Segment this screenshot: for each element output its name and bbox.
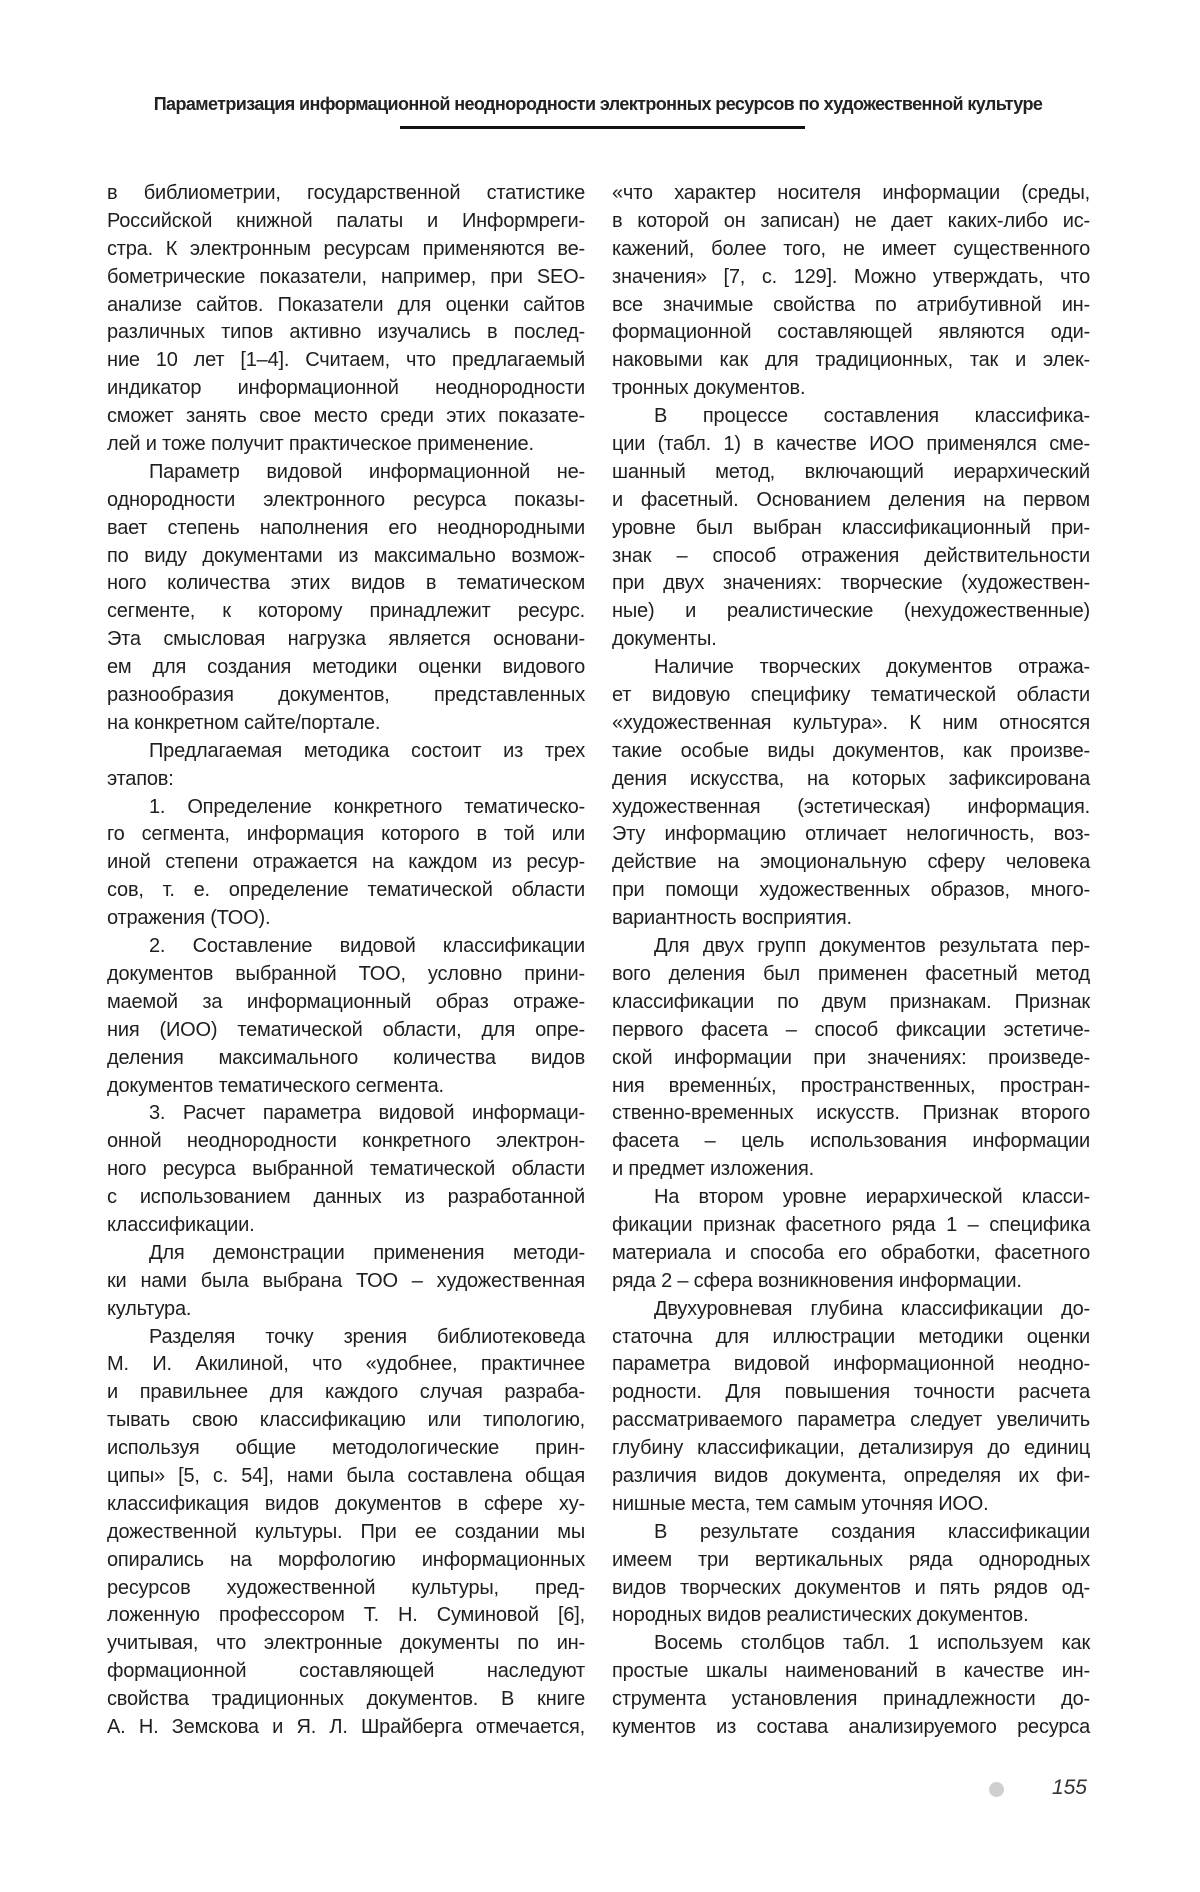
text-line: свойства традиционных документов. В книге	[107, 1688, 585, 1711]
text-line: ложенную профессором Т. Н. Суминовой [6],	[107, 1604, 585, 1627]
text-line: сможет занять свое место среди этих показате-	[107, 405, 585, 428]
text-line: вает степень наполнения его неоднородными	[107, 516, 585, 539]
left-column	[107, 180, 585, 1742]
text-line: Разделяя точку зрения библиотековеда	[149, 1325, 585, 1348]
paragraph	[107, 933, 585, 1100]
text-line: кажений, более того, не имеет существенного	[612, 237, 1090, 260]
text-line: отражения (ТОО).	[107, 907, 271, 930]
text-line: используя общие методологические прин-	[107, 1437, 585, 1460]
text-line: имеем три вертикальных ряда однородных	[612, 1548, 1090, 1571]
text-line: нородных видов реалистических документов.	[612, 1604, 1029, 1627]
text-line: значения» [7, с. 129]. Можно утверждать, что	[612, 265, 1090, 288]
text-line: тронных документов.	[612, 377, 806, 400]
paragraph	[107, 1240, 585, 1324]
text-line: фикации признак фасетного ряда 1 – специфика	[612, 1213, 1090, 1236]
text-line: анализе сайтов. Показатели для оценки сайтов	[107, 293, 585, 316]
paragraph	[612, 1630, 1090, 1742]
text-line: В процессе составления классифика-	[654, 405, 1090, 428]
text-line: На втором уровне иерархической класси-	[654, 1186, 1090, 1209]
text-line: формационной составляющей являются оди-	[612, 321, 1090, 344]
paragraph	[612, 654, 1090, 933]
text-line: ние 10 лет [1–4]. Считаем, что предлагаемый	[107, 349, 585, 372]
paragraph	[107, 180, 585, 459]
text-line: документы.	[612, 628, 717, 651]
text-line: ки нами была выбрана ТОО – художественная	[107, 1269, 585, 1292]
paragraph	[107, 459, 585, 738]
text-line: классификации по двум признакам. Признак	[612, 990, 1090, 1013]
paragraph	[612, 180, 1090, 403]
text-line: Для демонстрации применения методи-	[149, 1241, 585, 1264]
text-line: дожественной культуры. При ее создании мы	[107, 1520, 585, 1543]
text-line: нишные места, тем самым уточняя ИОО.	[612, 1492, 989, 1515]
text-line: и предмет изложения.	[612, 1158, 814, 1181]
paragraph	[612, 403, 1090, 654]
text-line: такие особые виды документов, как произве-	[612, 739, 1090, 762]
page-dot-icon	[989, 1782, 1004, 1797]
text-line: ряда 2 – сфера возникновения информации.	[612, 1269, 1022, 1292]
text-line: бометрические показатели, например, при SEO-	[107, 265, 585, 288]
text-line: и правильнее для каждого случая разраба-	[107, 1381, 585, 1404]
text-line: при двух значениях: творческие (художествен-	[612, 572, 1090, 595]
text-line: ской информации при значениях: произведе-	[612, 1046, 1090, 1069]
paragraph	[107, 738, 585, 794]
paragraph	[612, 1519, 1090, 1631]
text-line: различия видов документа, определяя их фи-	[612, 1464, 1090, 1487]
text-line: А. Н. Земскова и Я. Л. Шрайберга отмечается,	[107, 1715, 585, 1738]
text-line: художественная (эстетическая) информация.	[612, 795, 1090, 818]
text-line: ного ресурса выбранной тематической области	[107, 1158, 585, 1181]
text-line: учитывая, что электронные документы по ин-	[107, 1632, 585, 1655]
text-line: по виду документами из максимально возмож-	[107, 544, 585, 567]
text-line: статочна для иллюстрации методики оценки	[612, 1325, 1090, 1348]
text-line: простые шкалы наименований в качестве ин-	[612, 1660, 1090, 1683]
paragraph	[107, 1100, 585, 1239]
text-line: различных типов активно изучались в послед-	[107, 321, 585, 344]
text-line: рассматриваемого параметра следует увеличить	[612, 1409, 1090, 1432]
text-line: 1. Определение конкретного тематическо-	[149, 795, 585, 818]
text-line: все значимые свойства по атрибутивной ин-	[612, 293, 1090, 316]
text-line: ния временны́х, пространственных, простран-	[612, 1074, 1090, 1097]
text-line: ции (табл. 1) в качестве ИОО применялся сме-	[612, 433, 1090, 456]
text-line: стра. К электронным ресурсам применяются ве-	[107, 237, 585, 260]
text-line: Наличие творческих документов отража-	[654, 656, 1090, 679]
text-line: родности. Для повышения точности расчета	[612, 1381, 1090, 1404]
text-line: и фасетный. Основанием деления на первом	[612, 488, 1090, 511]
text-line: опирались на морфологию информационных	[107, 1548, 585, 1571]
text-line: документов выбранной ТОО, условно прини-	[107, 962, 585, 985]
text-line: лей и тоже получит практическое применение.	[107, 433, 534, 456]
text-line: в которой он записан) не дает каких-либо ис-	[612, 209, 1090, 232]
text-line: кументов из состава анализируемого ресурса	[612, 1715, 1090, 1738]
text-line: тывать свою классификацию или типологию,	[107, 1409, 585, 1432]
text-line: 2. Составление видовой классификации	[149, 935, 585, 958]
text-line: формационной составляющей наследуют	[107, 1660, 585, 1683]
text-line: онной неоднородности конкретного электрон-	[107, 1130, 585, 1153]
text-line: «что характер носителя информации (среды,	[612, 182, 1090, 204]
text-line: Эту информацию отличает нелогичность, воз-	[612, 823, 1090, 846]
text-line: В результате создания классификации	[654, 1520, 1090, 1543]
text-line: ципы» [5, с. 54], нами была составлена общая	[107, 1464, 585, 1487]
text-line: ресурсов художественной культуры, пред-	[107, 1576, 585, 1599]
text-line: маемой за информационный образ отраже-	[107, 990, 585, 1013]
text-line: глубину классификации, детализируя до единиц	[612, 1437, 1090, 1460]
header-rule	[400, 126, 805, 129]
text-line: ственно-временных искусств. Признак второго	[612, 1102, 1090, 1125]
text-line: «художественная культура». К ним относятся	[612, 711, 1090, 734]
text-line: при помощи художественных образов, много-	[612, 879, 1090, 902]
text-line: на конкретном сайте/портале.	[107, 711, 381, 734]
text-line: действие на эмоциональную сферу человека	[612, 851, 1090, 874]
text-line: ет видовую специфику тематической области	[612, 684, 1090, 707]
text-line: классификации.	[107, 1213, 255, 1236]
text-line: шанный метод, включающий иерархический	[612, 460, 1090, 483]
text-line: наковыми как для традиционных, так и элек-	[612, 349, 1090, 372]
paragraph	[612, 1184, 1090, 1296]
text-line: видов творческих документов и пять рядов од-	[612, 1576, 1090, 1599]
text-line: вариантность восприятия.	[612, 907, 852, 930]
text-line: классификация видов документов в сфере ху-	[107, 1492, 585, 1515]
text-line: Восемь столбцов табл. 1 используем как	[654, 1632, 1090, 1655]
text-line: деления максимального количества видов	[107, 1046, 585, 1069]
text-line: 3. Расчет параметра видовой информаци-	[149, 1102, 585, 1125]
right-column	[612, 180, 1090, 1742]
text-line: дения искусства, на которых зафиксирована	[612, 767, 1090, 790]
page-number: 155	[1051, 1776, 1087, 1799]
text-line: Предлагаемая методика состоит из трех	[149, 739, 585, 762]
text-line: М. И. Акилиной, что «удобнее, практичнее	[107, 1353, 585, 1376]
paragraph	[107, 794, 585, 933]
text-line: го сегмента, информация которого в той или	[107, 823, 585, 846]
paragraph	[612, 1296, 1090, 1519]
text-line: этапов:	[107, 767, 174, 790]
text-line: культура.	[107, 1297, 192, 1320]
text-line: Российской книжной палаты и Информреги-	[107, 209, 585, 232]
text-line: ные) и реалистические (нехудожественные)	[612, 600, 1090, 623]
text-line: иной степени отражается на каждом из ресур-	[107, 851, 585, 874]
text-line: вого деления был применен фасетный метод	[612, 962, 1090, 985]
text-line: струмента установления принадлежности до-	[612, 1688, 1090, 1711]
text-line: с использованием данных из разработанной	[107, 1186, 585, 1209]
text-line: уровне был выбран классификационный при-	[612, 516, 1090, 539]
text-line: параметра видовой информационной неодно-	[612, 1353, 1090, 1376]
text-line: в библиометрии, государственной статистике	[107, 182, 585, 204]
text-line: Для двух групп документов результата пер-	[654, 935, 1090, 958]
text-line: индикатор информационной неоднородности	[107, 377, 585, 400]
text-line: сов, т. е. определение тематической области	[107, 879, 585, 902]
text-line: документов тематического сегмента.	[107, 1074, 444, 1097]
text-line: разнообразия документов, представленных	[107, 684, 585, 707]
running-head: Параметризация информационной неоднородности электронных ресурсов по художественной культуре	[153, 94, 1043, 114]
text-line: ного количества этих видов в тематическом	[107, 572, 585, 595]
paragraph	[107, 1324, 585, 1742]
paragraph	[612, 933, 1090, 1184]
text-line: Двухуровневая глубина классификации до-	[654, 1297, 1090, 1320]
text-line: ем для создания методики оценки видового	[107, 656, 585, 679]
text-line: знак – способ отражения действительности	[612, 544, 1090, 567]
text-line: материала и способа его обработки, фасетного	[612, 1241, 1090, 1264]
text-line: сегменте, к которому принадлежит ресурс.	[107, 600, 585, 623]
text-line: однородности электронного ресурса показы-	[107, 488, 585, 511]
text-line: ния (ИОО) тематической области, для опре-	[107, 1018, 585, 1041]
text-line: Эта смысловая нагрузка является основани-	[107, 628, 585, 651]
text-line: первого фасета – способ фиксации эстетиче-	[612, 1018, 1090, 1041]
text-line: фасета – цель использования информации	[612, 1130, 1090, 1153]
text-line: Параметр видовой информационной не-	[149, 460, 585, 483]
